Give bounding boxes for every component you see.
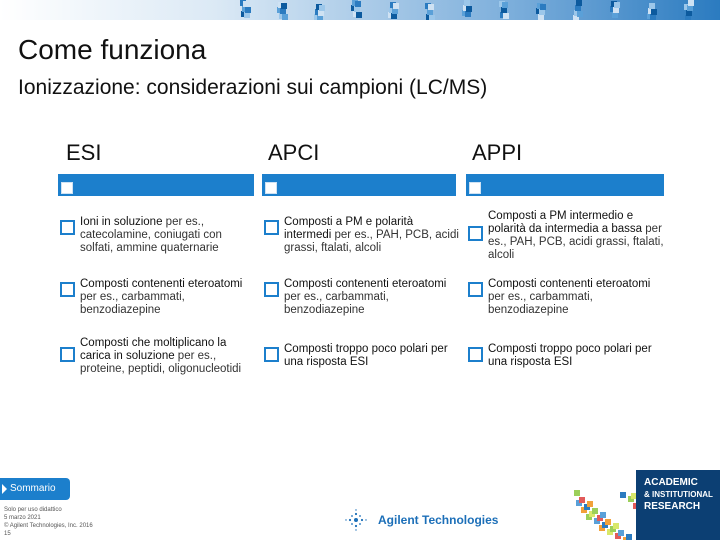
item-bold-text: Composti troppo poco polari per una risposta ESI [488, 343, 652, 368]
item-bold-text: Composti contenenti eteroatomi [488, 278, 651, 290]
bar-square-icon [469, 182, 481, 194]
mosaic-pixel [393, 3, 399, 9]
mosaic-pixel [428, 4, 434, 10]
column-bar-apci [262, 174, 456, 196]
badge-mosaic-pixel [579, 497, 585, 503]
checkbox-icon [468, 282, 483, 297]
footnote-line: 15 [4, 531, 11, 537]
badge-mosaic-pixel [618, 530, 624, 536]
column-heading-appi: APPI [472, 140, 523, 165]
mosaic-pixel [319, 5, 325, 11]
summary-label: Sommario [10, 483, 56, 494]
badge-mosaic-pixel [613, 523, 619, 529]
badge-mosaic-pixel [592, 508, 598, 514]
item-detail-text: per es., PAH, PCB, acidi grassi, ftalati, alcoli [284, 229, 459, 254]
top-decorative-band [0, 0, 720, 20]
column-bar-esi [58, 174, 254, 196]
mosaic-pixel [356, 12, 362, 18]
mosaic-pixel [355, 1, 361, 7]
checkbox-icon [60, 220, 75, 235]
footnote-line: © Agilent Technologies, Inc. 2016 [4, 523, 93, 529]
checkbox-icon [468, 226, 483, 241]
mosaic-pixel [577, 11, 583, 17]
mosaic-pixel [281, 3, 287, 9]
slide-subtitle: Ionizzazione: considerazioni sui campioni (LC/MS) [18, 76, 488, 99]
checkbox-icon [264, 282, 279, 297]
item-bold-text: Composti contenenti eteroatomi [284, 278, 447, 290]
item-detail-text: per es., proteine, peptidi, oligonucleotidi [80, 350, 242, 375]
badge-mosaic-pixel [620, 492, 626, 498]
item-detail-text: per es., carbammati, benzodiazepine [284, 291, 389, 316]
mosaic-pixel [466, 6, 472, 12]
spark-burst-icon [344, 508, 368, 532]
bar-square-icon [265, 182, 277, 194]
item-detail-text: per es., catecolamine, coniugati con solfati, ammine quaternarie [80, 216, 222, 254]
badge-mosaic-pixel [605, 519, 611, 525]
item-bold-text: Ioni in soluzione [80, 216, 163, 228]
item-bold-text: Composti contenenti eteroatomi [80, 278, 243, 290]
footnote-line: Solo per uso didattico [4, 507, 62, 513]
footnote-line: 5 marzo 2021 [4, 515, 41, 521]
item-detail-text: per es., carbammati, benzodiazepine [80, 291, 185, 316]
badge-line: & INSTITUTIONAL [644, 490, 713, 499]
item-bold-text: Composti troppo poco polari per una risposta ESI [284, 343, 448, 368]
item-detail-text: per es., carbammati, benzodiazepine [488, 291, 593, 316]
checkbox-icon [264, 220, 279, 235]
badge-line: ACADEMIC [644, 477, 698, 488]
checkbox-icon [264, 347, 279, 362]
mosaic-pixel [503, 13, 509, 19]
item-detail-text: per es., PAH, PCB, acidi grassi, ftalati, alcoli [488, 223, 664, 261]
item-bold-text: Composti a PM e polarità intermedi [284, 216, 414, 241]
bar-square-icon [61, 182, 73, 194]
checkbox-icon [468, 347, 483, 362]
brand-name: Agilent Technologies [378, 513, 499, 527]
badge-mosaic-pixel [574, 490, 580, 496]
mosaic-pixel [245, 7, 251, 13]
column-bar-appi [466, 174, 664, 196]
mosaic-pixel [576, 0, 582, 6]
arrow-right-icon [2, 484, 7, 494]
footnote [4, 506, 93, 538]
mosaic-pixel [614, 2, 620, 8]
badge-mosaic-pixel [600, 512, 606, 518]
item-bold-text: Composti a PM intermedio e polarità da intermedia a bassa [488, 210, 643, 235]
item-bold-text: Composti che moltiplicano la carica in soluzione [80, 337, 227, 362]
mosaic-pixel [688, 0, 694, 6]
academic-research-badge [574, 470, 720, 540]
badge-mosaic-pixel [626, 534, 632, 540]
mosaic-pixel [282, 14, 288, 20]
checkbox-icon [60, 282, 75, 297]
checkbox-icon [60, 347, 75, 362]
slide-title: Come funziona [18, 34, 207, 65]
mosaic-pixel [502, 2, 508, 8]
summary-button[interactable] [0, 478, 70, 500]
badge-line: RESEARCH [644, 501, 701, 512]
column-heading-apci: APCI [268, 140, 320, 165]
column-heading-esi: ESI [66, 140, 102, 165]
mosaic-pixel [651, 9, 657, 15]
badge-mosaic-pixel [587, 501, 593, 507]
mosaic-pixel [540, 4, 546, 10]
mosaic-pixel [429, 15, 435, 20]
